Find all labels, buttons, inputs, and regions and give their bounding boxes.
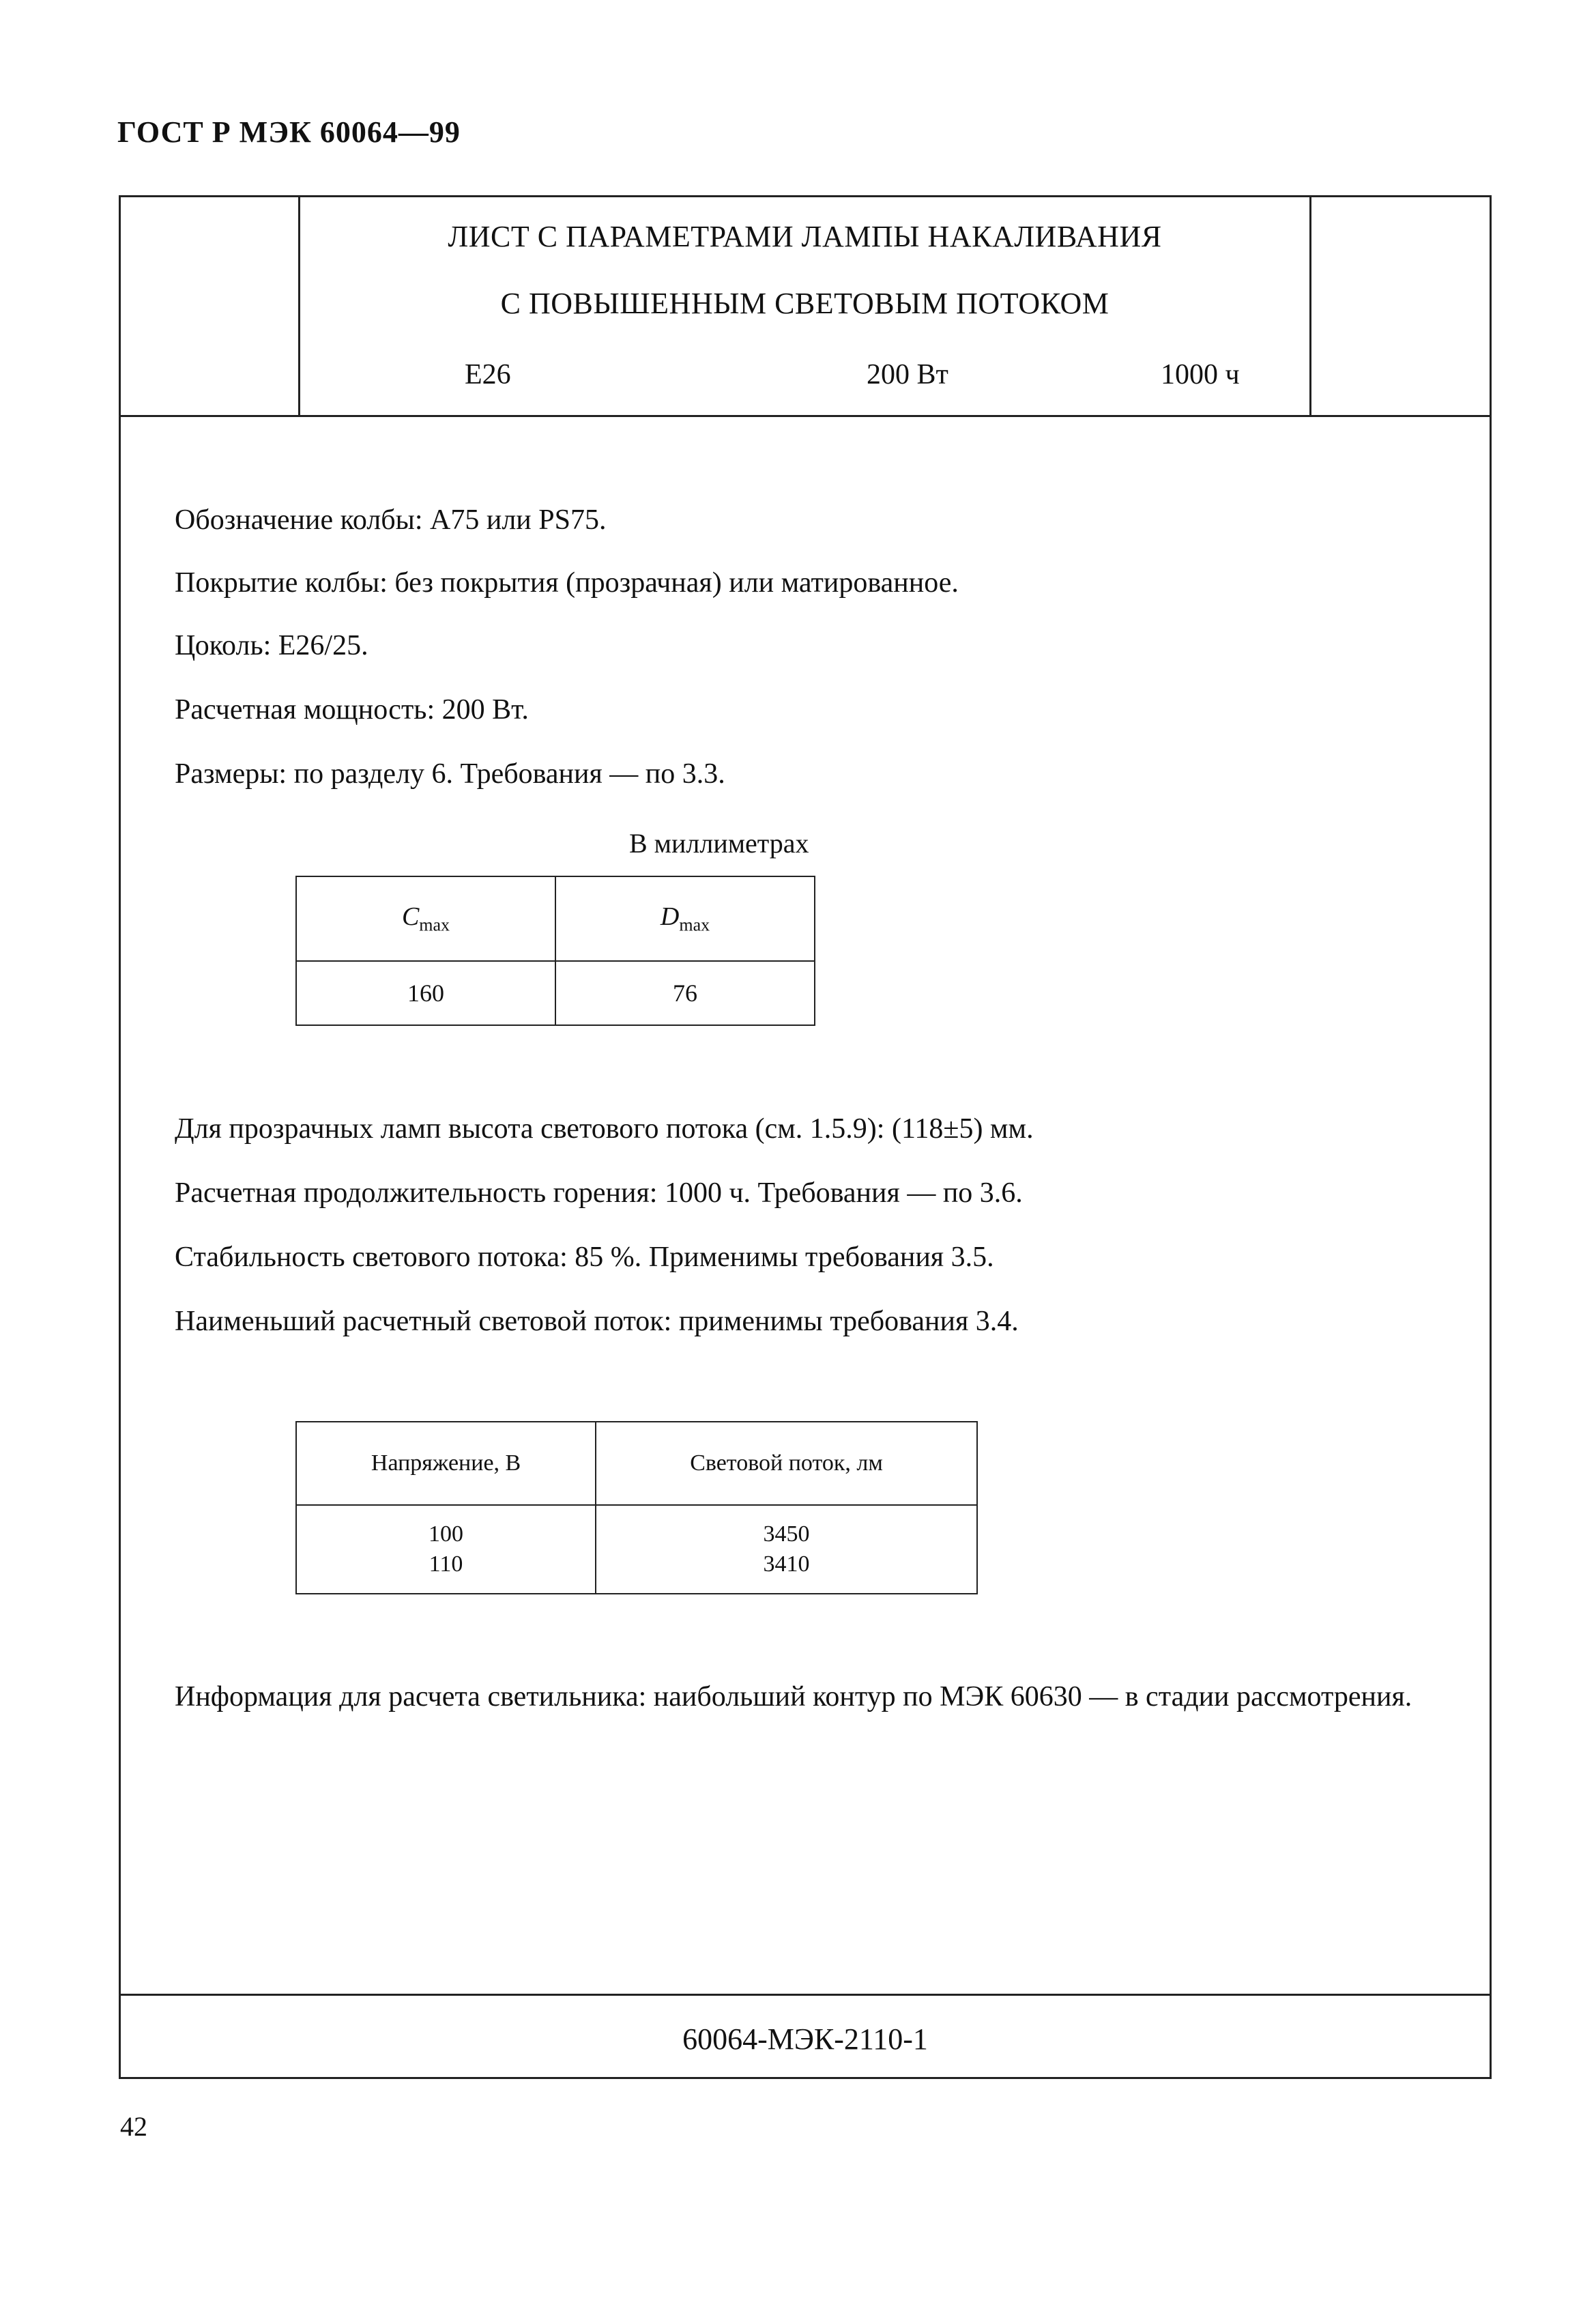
voltage-110: 110	[429, 1551, 463, 1577]
column-header-dmax	[555, 876, 815, 961]
symbol-c: C	[401, 902, 420, 932]
cap-type: E26	[465, 359, 511, 390]
luminaire-info: Информация для расчета светильника: наибольший контур по МЭК 60630 — в стадии рассмотрения.	[175, 1681, 1412, 1713]
subscript-max: max	[679, 915, 710, 935]
rated-wattage: Расчетная мощность: 200 Вт.	[175, 694, 529, 726]
lumen-maintenance: Стабильность светового потока: 85 %. Применимы требования 3.5.	[175, 1242, 994, 1273]
luminous-flux-table	[295, 1421, 978, 1594]
bulb-designation: Обозначение колбы: A75 или PS75.	[175, 504, 607, 536]
table-header-row	[296, 1422, 977, 1505]
rated-life: 1000 ч	[1161, 359, 1240, 390]
table-row	[296, 1505, 977, 1594]
sheet-code: 60064-МЭК-2110-1	[682, 2022, 928, 2056]
title-block	[121, 197, 1490, 417]
document-header: ГОСТ Р МЭК 60064—99	[117, 115, 461, 149]
rated-power: 200 Вт	[867, 359, 948, 390]
column-header-voltage: Напряжение, В	[296, 1422, 596, 1505]
table-header-row	[296, 876, 815, 961]
column-header-flux: Световой поток, лм	[596, 1422, 977, 1505]
voltage-values	[296, 1505, 596, 1594]
footer-block	[121, 1994, 1490, 2077]
cmax-value: 160	[296, 961, 555, 1025]
column-header-cmax	[296, 876, 555, 961]
sheet-title-line-1: ЛИСТ С ПАРАМЕТРАМИ ЛАМПЫ НАКАЛИВАНИЯ	[448, 220, 1162, 253]
sheet-title-line-2: С ПОВЫШЕННЫМ СВЕТОВЫМ ПОТОКОМ	[500, 287, 1109, 320]
symbol-d: D	[660, 902, 680, 932]
light-center-height: Для прозрачных ламп высота светового потока (см. 1.5.9): (118±5) мм.	[175, 1113, 1034, 1145]
dmax-value: 76	[555, 961, 815, 1025]
flux-3410: 3410	[763, 1551, 810, 1577]
page-number: 42	[120, 2111, 147, 2142]
flux-values	[596, 1505, 977, 1594]
flux-3450: 3450	[763, 1521, 810, 1547]
dimensions-ref: Размеры: по разделу 6. Требования — по 3.3.	[175, 758, 725, 790]
dimensions-table	[295, 876, 815, 1026]
voltage-100: 100	[429, 1521, 464, 1547]
min-luminous-flux: Наименьший расчетный световой поток: применимы требования 3.4.	[175, 1306, 1019, 1337]
rated-life-text: Расчетная продолжительность горения: 1000 ч. Требования — по 3.6.	[175, 1177, 1023, 1209]
bulb-coating: Покрытие колбы: без покрытия (прозрачная) или матированное.	[175, 567, 959, 599]
lamp-cap: Цоколь: E26/25.	[175, 630, 368, 661]
subscript-max: max	[419, 915, 450, 935]
units-note: В миллиметрах	[629, 828, 809, 859]
title-divider-right	[1309, 197, 1311, 415]
table-row	[296, 961, 815, 1025]
